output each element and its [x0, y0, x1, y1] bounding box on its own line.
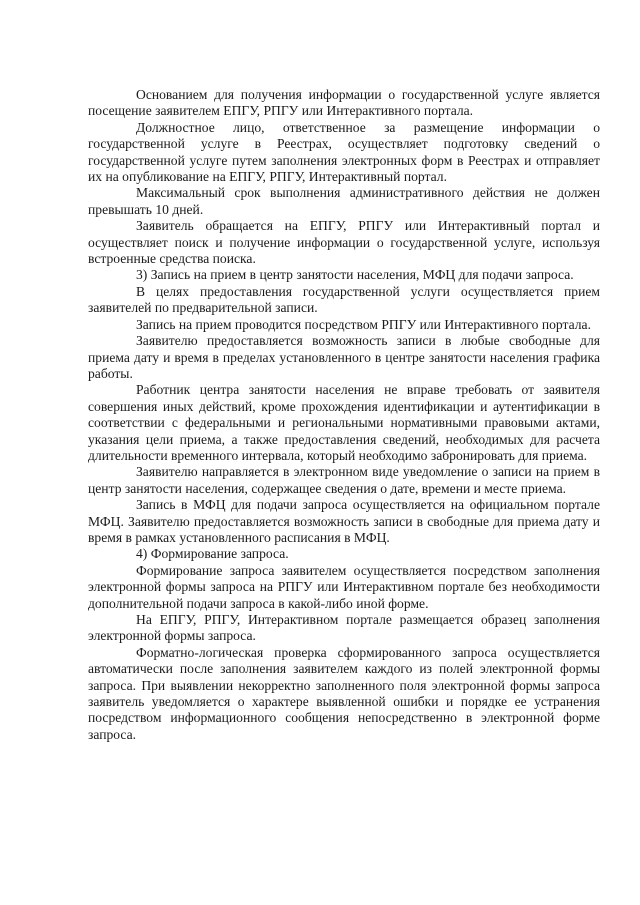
paragraph: Форматно-логическая проверка сформированного запроса осуществляется автоматически после заполнения заявителем каждого из полей электронной формы запроса. При выявлении некорректно заполненного поля электронной формы запроса заявитель уведомляется о характере выявленной ошибки и порядке ее устранения посредством информационного сообщения непосредственно в электронной форме запроса.: [88, 644, 600, 742]
document-body: [88, 87, 600, 743]
paragraph: Работник центра занятости населения не вправе требовать от заявителя совершения иных действий, кроме прохождения идентификации и аутентификации в соответствии с федеральными и региональными нормативными правовыми актами, указания цели приема, а также предоставления сведений, необходимых для расчета длительности временного интервала, который необходимо забронировать для приема.: [88, 382, 600, 463]
paragraph: На ЕПГУ, РПГУ, Интерактивном портале размещается образец заполнения электронной формы запроса.: [88, 612, 600, 644]
paragraph: Заявителю направляется в электронном виде уведомление о записи на прием в центр занятости населения, содержащее сведения о дате, времени и месте приема.: [88, 464, 600, 496]
paragraph: Основанием для получения информации о государственной услуге является посещение заявителем ЕПГУ, РПГУ или Интерактивного портала.: [88, 87, 600, 119]
paragraph: В целях предоставления государственной услуги осуществляется прием заявителей по предварительной записи.: [88, 283, 600, 316]
paragraph: Заявитель обращается на ЕПГУ, РПГУ или Интерактивный портал и осуществляет поиск и получение информации о государственной услуге, используя встроенные средства поиска.: [88, 218, 600, 267]
paragraph: Максимальный срок выполнения административного действия не должен превышать 10 дней.: [88, 185, 600, 217]
paragraph: Заявителю предоставляется возможность записи в любые свободные для приема дату и время в пределах установленного в центре занятости населения графика работы.: [88, 333, 600, 381]
paragraph: Запись в МФЦ для подачи запроса осуществляется на официальном портале МФЦ. Заявителю предоставляется возможность записи в свободные для приема дату и время в рамках установленного расписания в МФЦ.: [88, 497, 600, 545]
paragraph: 4) Формирование запроса.: [136, 546, 289, 562]
paragraph: 3) Запись на прием в центр занятости населения, МФЦ для подачи запроса.: [136, 267, 574, 283]
paragraph: Должностное лицо, ответственное за размещение информации о государственной услуге в Реестрах, осуществляет подготовку сведений о государственной услуге путем заполнения электронных форм в Реестрах и отправляет их на опубликование на ЕПГУ, РПГУ, Интерактивный портал.: [88, 119, 600, 185]
paragraph: Запись на прием проводится посредством РПГУ или Интерактивного портала.: [136, 316, 591, 332]
paragraph: Формирование запроса заявителем осуществляется посредством заполнения электронной формы запроса на РПГУ или Интерактивном портале без необходимости дополнительной подачи запроса в какой-либо иной форме.: [88, 562, 600, 611]
